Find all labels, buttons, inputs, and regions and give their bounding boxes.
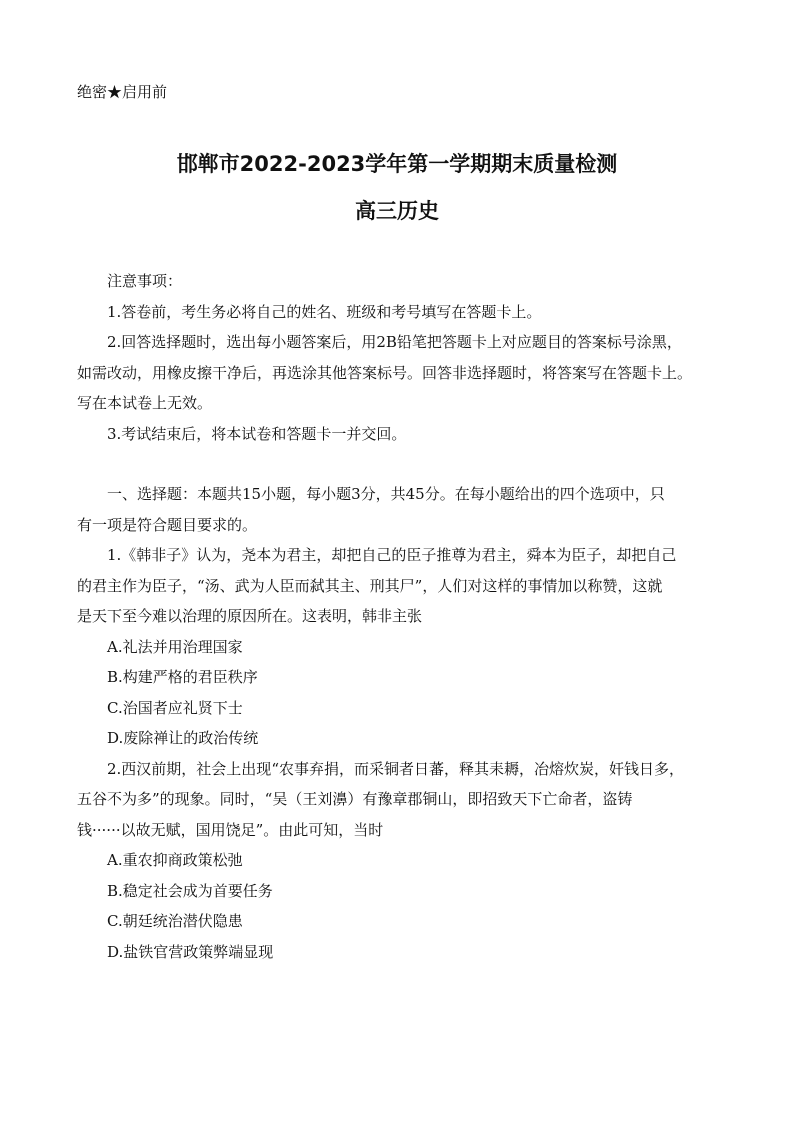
question-1-option-b: B.构建严格的君臣秩序 bbox=[107, 668, 258, 686]
section-gap bbox=[77, 449, 725, 479]
question-1-line-3: 是天下至今难以治理的原因所在。这表明，韩非主张 bbox=[77, 607, 423, 625]
question-1-line-2: 的君主作为臣子，“汤、武为人臣而弑其主、刑其尸”，人们对这样的事情加以称赞，这就 bbox=[77, 576, 663, 595]
question-2-option-b: B.稳定社会成为首要任务 bbox=[107, 881, 273, 900]
question-2-line-3: 钱······以故无赋，国用饶足”。由此可知，当时 bbox=[77, 820, 384, 839]
exam-subject: 高三历史 bbox=[355, 199, 439, 223]
exam-title: 邯郸市2022-2023学年第一学期期末质量检测 bbox=[176, 152, 618, 176]
notice-item-2-line-3: 写在本试卷上无效。 bbox=[77, 394, 213, 412]
question-2-line-1: 2.西汉前期，社会上出现“农事弃捐，而采铜者日蕃，释其耒耨，冶熔炊炭，奸钱日多， bbox=[107, 759, 684, 778]
notice-item-2-line-1: 2.回答选择题时，选出每小题答案后，用2B铅笔把答题卡上对应题目的答案标号涂黑， bbox=[107, 333, 682, 351]
question-2-option-c: C.朝廷统治潜伏隐患 bbox=[107, 912, 243, 930]
notice-item-2-line-2: 如需改动，用橡皮擦干净后，再选涂其他答案标号。回答非选择题时，将答案写在答题卡上。 bbox=[77, 363, 693, 382]
section-intro-line-1: 一、选择题：本题共15小题，每小题3分，共45分。在每小题给出的四个选项中，只 bbox=[107, 485, 665, 503]
question-2-option-d: D.盐铁官营政策弊端显现 bbox=[107, 942, 274, 961]
notice-item-3: 3.考试结束后，将本试卷和答题卡一并交回。 bbox=[107, 424, 407, 443]
secret-mark: 绝密★启用前 bbox=[77, 83, 168, 101]
question-2-option-a: A.重农抑商政策松弛 bbox=[107, 851, 243, 869]
question-1-option-c: C.治国者应礼贤下士 bbox=[107, 698, 243, 717]
exam-body bbox=[77, 266, 725, 967]
question-1-line-1: 1.《韩非子》认为，尧本为君主，却把自己的臣子推尊为君主，舜本为臣子，却把自己 bbox=[107, 546, 677, 564]
notice-item-1: 1.答卷前，考生务必将自己的姓名、班级和考号填写在答题卡上。 bbox=[107, 302, 542, 321]
question-1-option-a: A.礼法并用治理国家 bbox=[107, 637, 243, 656]
section-intro-line-2: 有一项是符合题目要求的。 bbox=[77, 515, 258, 534]
question-1-option-d: D.废除禅让的政治传统 bbox=[107, 729, 259, 747]
question-2-line-2: 五谷不为多”的现象。同时，“吴（王刘濞）有豫章郡铜山，即招致天下亡命者，盗铸 bbox=[77, 790, 633, 808]
notice-heading: 注意事项： bbox=[107, 272, 183, 290]
